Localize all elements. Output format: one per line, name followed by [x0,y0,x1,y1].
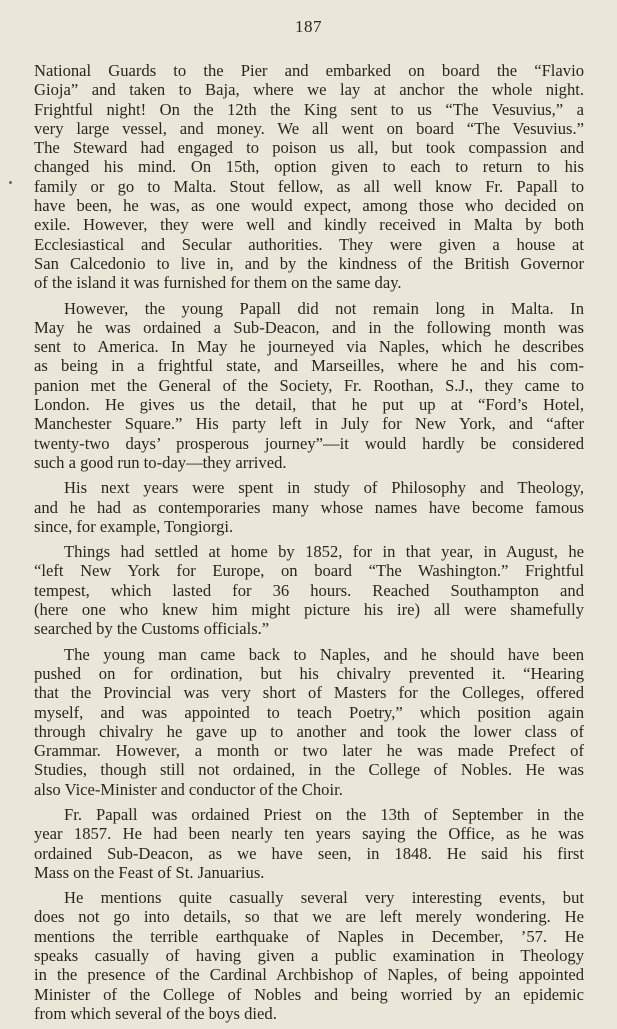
text-line: year 1857. He had been nearly ten years saying the Office, as he was [34,824,584,844]
paragraph [34,805,584,882]
text-line: does not go into details, so that we are left merely wondering. He [34,907,584,927]
text-line: and he had as contemporaries many whose names have become famous [34,497,584,517]
text-line: Grammar. However, a month or two later he was made Prefect of [34,741,584,761]
text-line: Frightful night! On the 12th the King sent to us “The Vesuvius,” a [34,99,584,119]
paragraph [34,61,584,293]
text-line: pushed on for ordination, but his chivalry prevented it. “Hearing [34,663,584,683]
paragraph [34,299,584,473]
text-line: also Vice-Minister and conductor of the Choir. [34,779,343,799]
text-line: sent to America. In May he journeyed via Naples, which he describes [34,337,584,357]
text-line: searched by the Customs officials.” [34,619,270,639]
text-line: have been, he was, as one would expect, among those who decided on [34,196,584,216]
text-line: Gioja” and taken to Baja, where we lay at anchor the whole night. [34,80,584,100]
text-line: from which several of the boys died. [34,1003,277,1023]
text-line: His next years were spent in study of Philosophy and Theology, [64,478,584,498]
text-line: Fr. Papall was ordained Priest on the 13th of September in the [64,804,584,824]
text-line: in the presence of the Cardinal Archbishop of Naples, of being appointed [34,965,584,985]
text-line: The Steward had engaged to poison us all, but took compassion and [34,138,584,158]
text-line: mentions the terrible earthquake of Naples in December, ’57. He [34,926,584,946]
text-line: The young man came back to Naples, and he should have been [64,644,584,664]
text-line: very large vessel, and money. We all went on board “The Vesuvius.” [34,118,584,138]
text-body [34,61,584,1029]
text-line: Ecclesiastical and Secular authorities. They were given a house at [34,234,584,254]
text-line: “left New York for Europe, on board “The Washington.” Frightful [34,561,584,581]
text-line: Manchester Square.” His party left in July for New York, and “after [34,414,584,434]
text-line: However, the young Papall did not remain long in Malta. In [64,298,584,318]
text-line: May he was ordained a Sub-Deacon, and in the following month was [34,317,584,337]
text-line: He mentions quite casually several very interesting events, but [64,888,584,908]
page-number: 187 [295,17,322,36]
text-line: changed his mind. On 15th, option given to each to return to his [34,157,584,177]
text-line: of the island it was furnished for them on the same day. [34,273,402,293]
text-line: since, for example, Tongiorgi. [34,516,234,536]
text-line: family or go to Malta. Stout fellow, as all well know Fr. Papall to [34,176,584,196]
text-line: through chivalry he gave up to another and took the lower class of [34,721,584,741]
text-line: exile. However, they were well and kindly received in Malta by both [34,215,584,235]
text-line: that the Provincial was very short of Masters for the Colleges, offered [34,683,584,703]
text-line: myself, and was appointed to teach Poetry,” which position again [34,702,584,722]
text-line: Minister of the College of Nobles and being worried by an epidemic [34,984,584,1004]
text-line: National Guards to the Pier and embarked on board the “Flavio [34,61,584,80]
text-line: Things had settled at home by 1852, for in that year, in August, he [64,542,584,562]
text-line: London. He gives us the detail, that he put up at “Ford’s Hotel, [34,395,584,415]
text-line: ordained Sub-Deacon, as we have seen, in 1848. He said his first [34,843,584,863]
text-line: Studies, though still not ordained, in the College of Nobles. He was [34,760,584,780]
paragraph [34,542,584,638]
text-line: (here one who knew him might picture his ire) all were shamefully [34,600,584,620]
text-line: San Calcedonio to live in, and by the kindness of the British Governor [34,253,584,273]
text-line: panion met the General of the Society, Fr. Roothan, S.J., they came to [34,375,584,395]
paragraph [34,888,584,1023]
text-line: as being in a frightful state, and Marseilles, where he and his com- [34,356,584,376]
text-line: speaks casually of having given a public examination in Theology [34,946,584,966]
paragraph [34,645,584,799]
text-line: Mass on the Feast of St. Januarius. [34,862,265,882]
paragraph [34,478,584,536]
text-line: twenty-two days’ prosperous journey”—it would hardly be considered [34,433,584,453]
text-line: tempest, which lasted for 36 hours. Reached Southampton and [34,580,584,600]
text-line: such a good run to-day—they arrived. [34,452,287,472]
ink-speck [9,181,12,184]
